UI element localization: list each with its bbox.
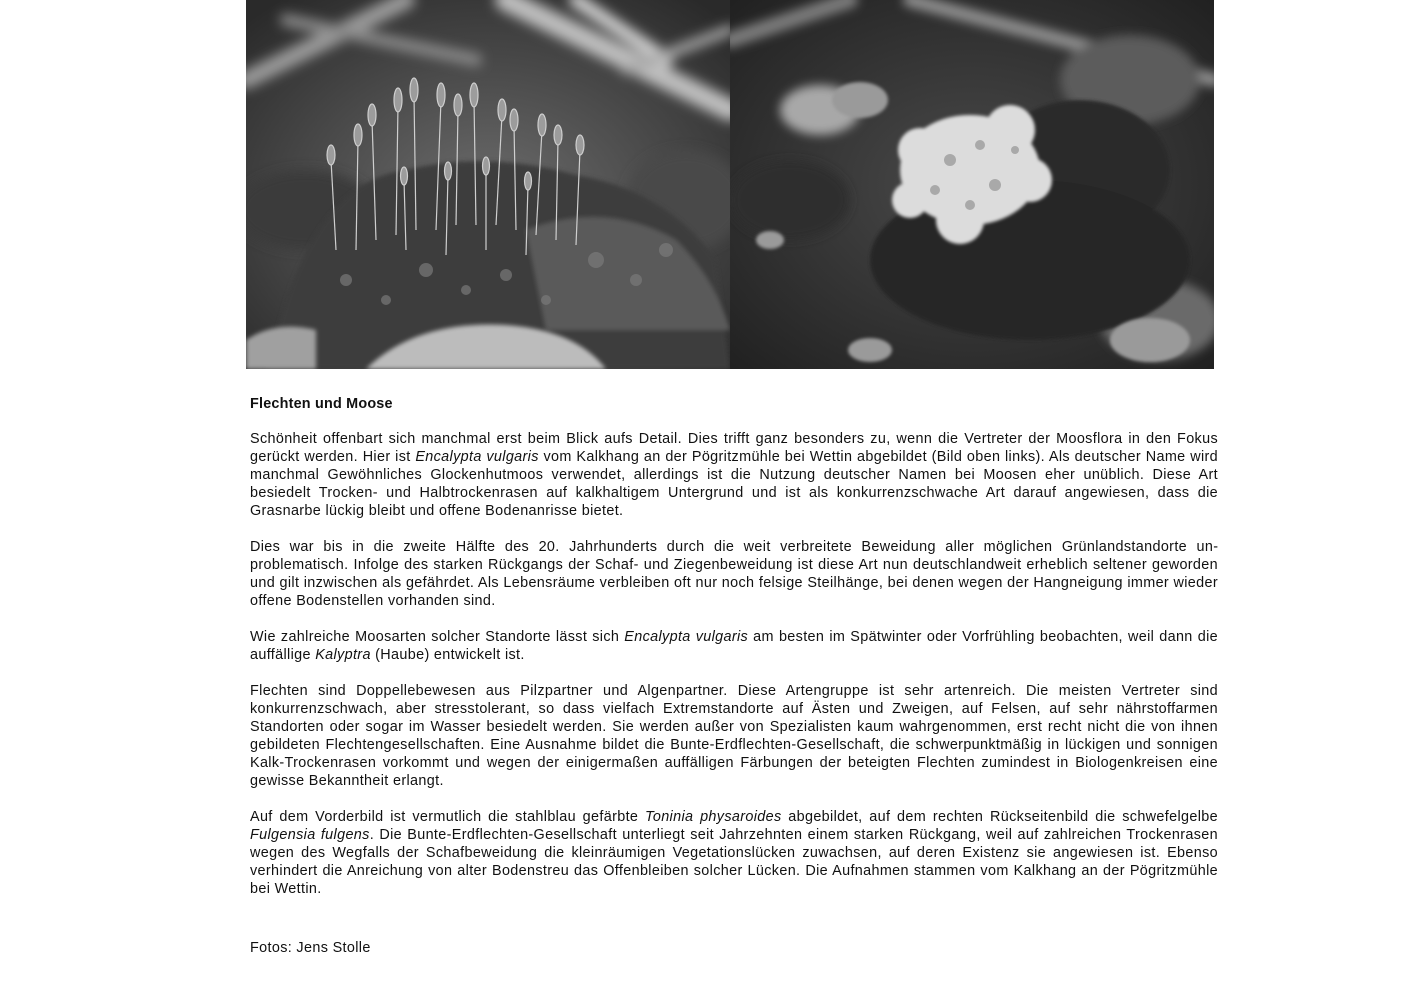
- paragraph-5-text-a: Auf dem Vorderbild ist vermutlich die stahlblau gefärbte: [250, 809, 646, 825]
- paragraph-2: Dies war bis in die zweite Hälfte des 20. Jahrhunderts durch die weit verbreitete Beweidung aller möglichen Grünlandstandorte unproblematisch. Infolge des starken Rückgangs der Schaf- und Ziegenbeweidung ist diese Art nun deutschlandweit erheblich seltener geworden und gilt inzwischen als gefährdet. Als Lebensräume verbleiben oft nur noch felsige Steilhänge, bei denen wegen der Hangneigung immer wieder offene Bodenstellen vorhanden sind.: [250, 539, 1218, 609]
- term-kalyptra: Kalyptra: [315, 647, 371, 663]
- species-name: Fulgensia fulgens: [250, 827, 370, 843]
- photo-credit: Fotos: Jens Stolle: [250, 940, 371, 956]
- paragraph-3-text-a: Wie zahlreiche Moosarten solcher Standorte lässt sich: [250, 629, 625, 645]
- moss-photo: [246, 0, 730, 369]
- paragraph-1-text-c: vom Kalkhang an der Pögritzmühle bei Wettin abgebildet (Bild oben links). Als deutscher Name wird manchmal Gewöhnliches Glockenhutmoos verwendet, allerdings ist die Nutzung deutscher Namen bei Moosen eher unüblich. Diese Art besiedelt Trocken- und Halbtrockenrasen auf kalkhaltigem Untergrund und ist als konkurrenzschwache Art darauf angewiesen, dass die Grasnarbe lückig bleibt und offene Bodenanrisse bietet.: [250, 449, 1218, 519]
- species-name: Encalypta vulgaris: [624, 629, 749, 645]
- paragraph-4: Flechten sind Doppellebewesen aus Pilzpartner und Algenpartner. Diese Artengruppe ist sehr artenreich. Die meisten Vertreter sind konkurrenzschwach, aber stresstolerant, so dass vielfach Extremstandorte auf Ästen und Zweigen, auf Felsen, auf sehr nährstoffarmen Standorten oder sogar im Wasser besiedelt werden. Sie werden außer von Spezialisten kaum wahrgenommen, erst recht nicht die von ihnen gebildeten Flechtengesellschaften. Eine Ausnahme bildet die Bunte-Erdflechten-Gesellschaft, die schwerpunktmäßig in lückigen und sonnigen Kalk-Trockenrasen vorkommt und wegen der einigermaßen auffälligen Färbungen der beteigten Flechten zumindest in Biologenkreisen eine gewisse Bekanntheit erlangt.: [250, 683, 1218, 789]
- paragraph-3-text-c: am besten im Spätwinter oder Vorfrühling beobachten, weil dann die auffällige: [250, 629, 1218, 663]
- article-heading: Flechten und Moose: [250, 396, 393, 412]
- species-name: Toninia physaroides: [645, 809, 782, 825]
- paragraph-5-text-e: . Die Bunte-Erdflechten-Gesellschaft unterliegt seit Jahrzehnten einem starken Rückgang, weil auf zahlreichen Trockenrasen wegen des Wegfalls der Schafbeweidung die kleinräumigen Vegetationslücken zuwachsen, auf deren Existenz sie angewiesen ist. Ebenso verhindert die Anreichung von alter Bodenstreu das Offenbleiben solcher Lücken. Die Aufnahmen stammen vom Kalkhang an der Pögritzmühle bei Wettin.: [250, 827, 1218, 897]
- paragraph-5-text-c: abgebildet, auf dem rechten Rückseitenbild die schwefelgelbe: [781, 809, 1218, 825]
- paragraph-3-text-e: (Haube) entwickelt ist.: [370, 647, 525, 663]
- paragraph-3: [250, 628, 1218, 664]
- paragraph-1-text-a: Schönheit offenbart sich manchmal erst beim Blick aufs Detail. Dies trifft ganz besonders zu, wenn die Vertreter der Moosflora in den Fokus gerückt werden. Hier ist: [250, 431, 1218, 465]
- paragraph-1: [250, 430, 1218, 520]
- species-name: Encalypta vulgaris: [415, 449, 539, 465]
- lichen-photo: [730, 0, 1214, 369]
- paragraph-5: [250, 808, 1218, 898]
- article: [250, 394, 1218, 916]
- photo-strip: [246, 0, 1214, 369]
